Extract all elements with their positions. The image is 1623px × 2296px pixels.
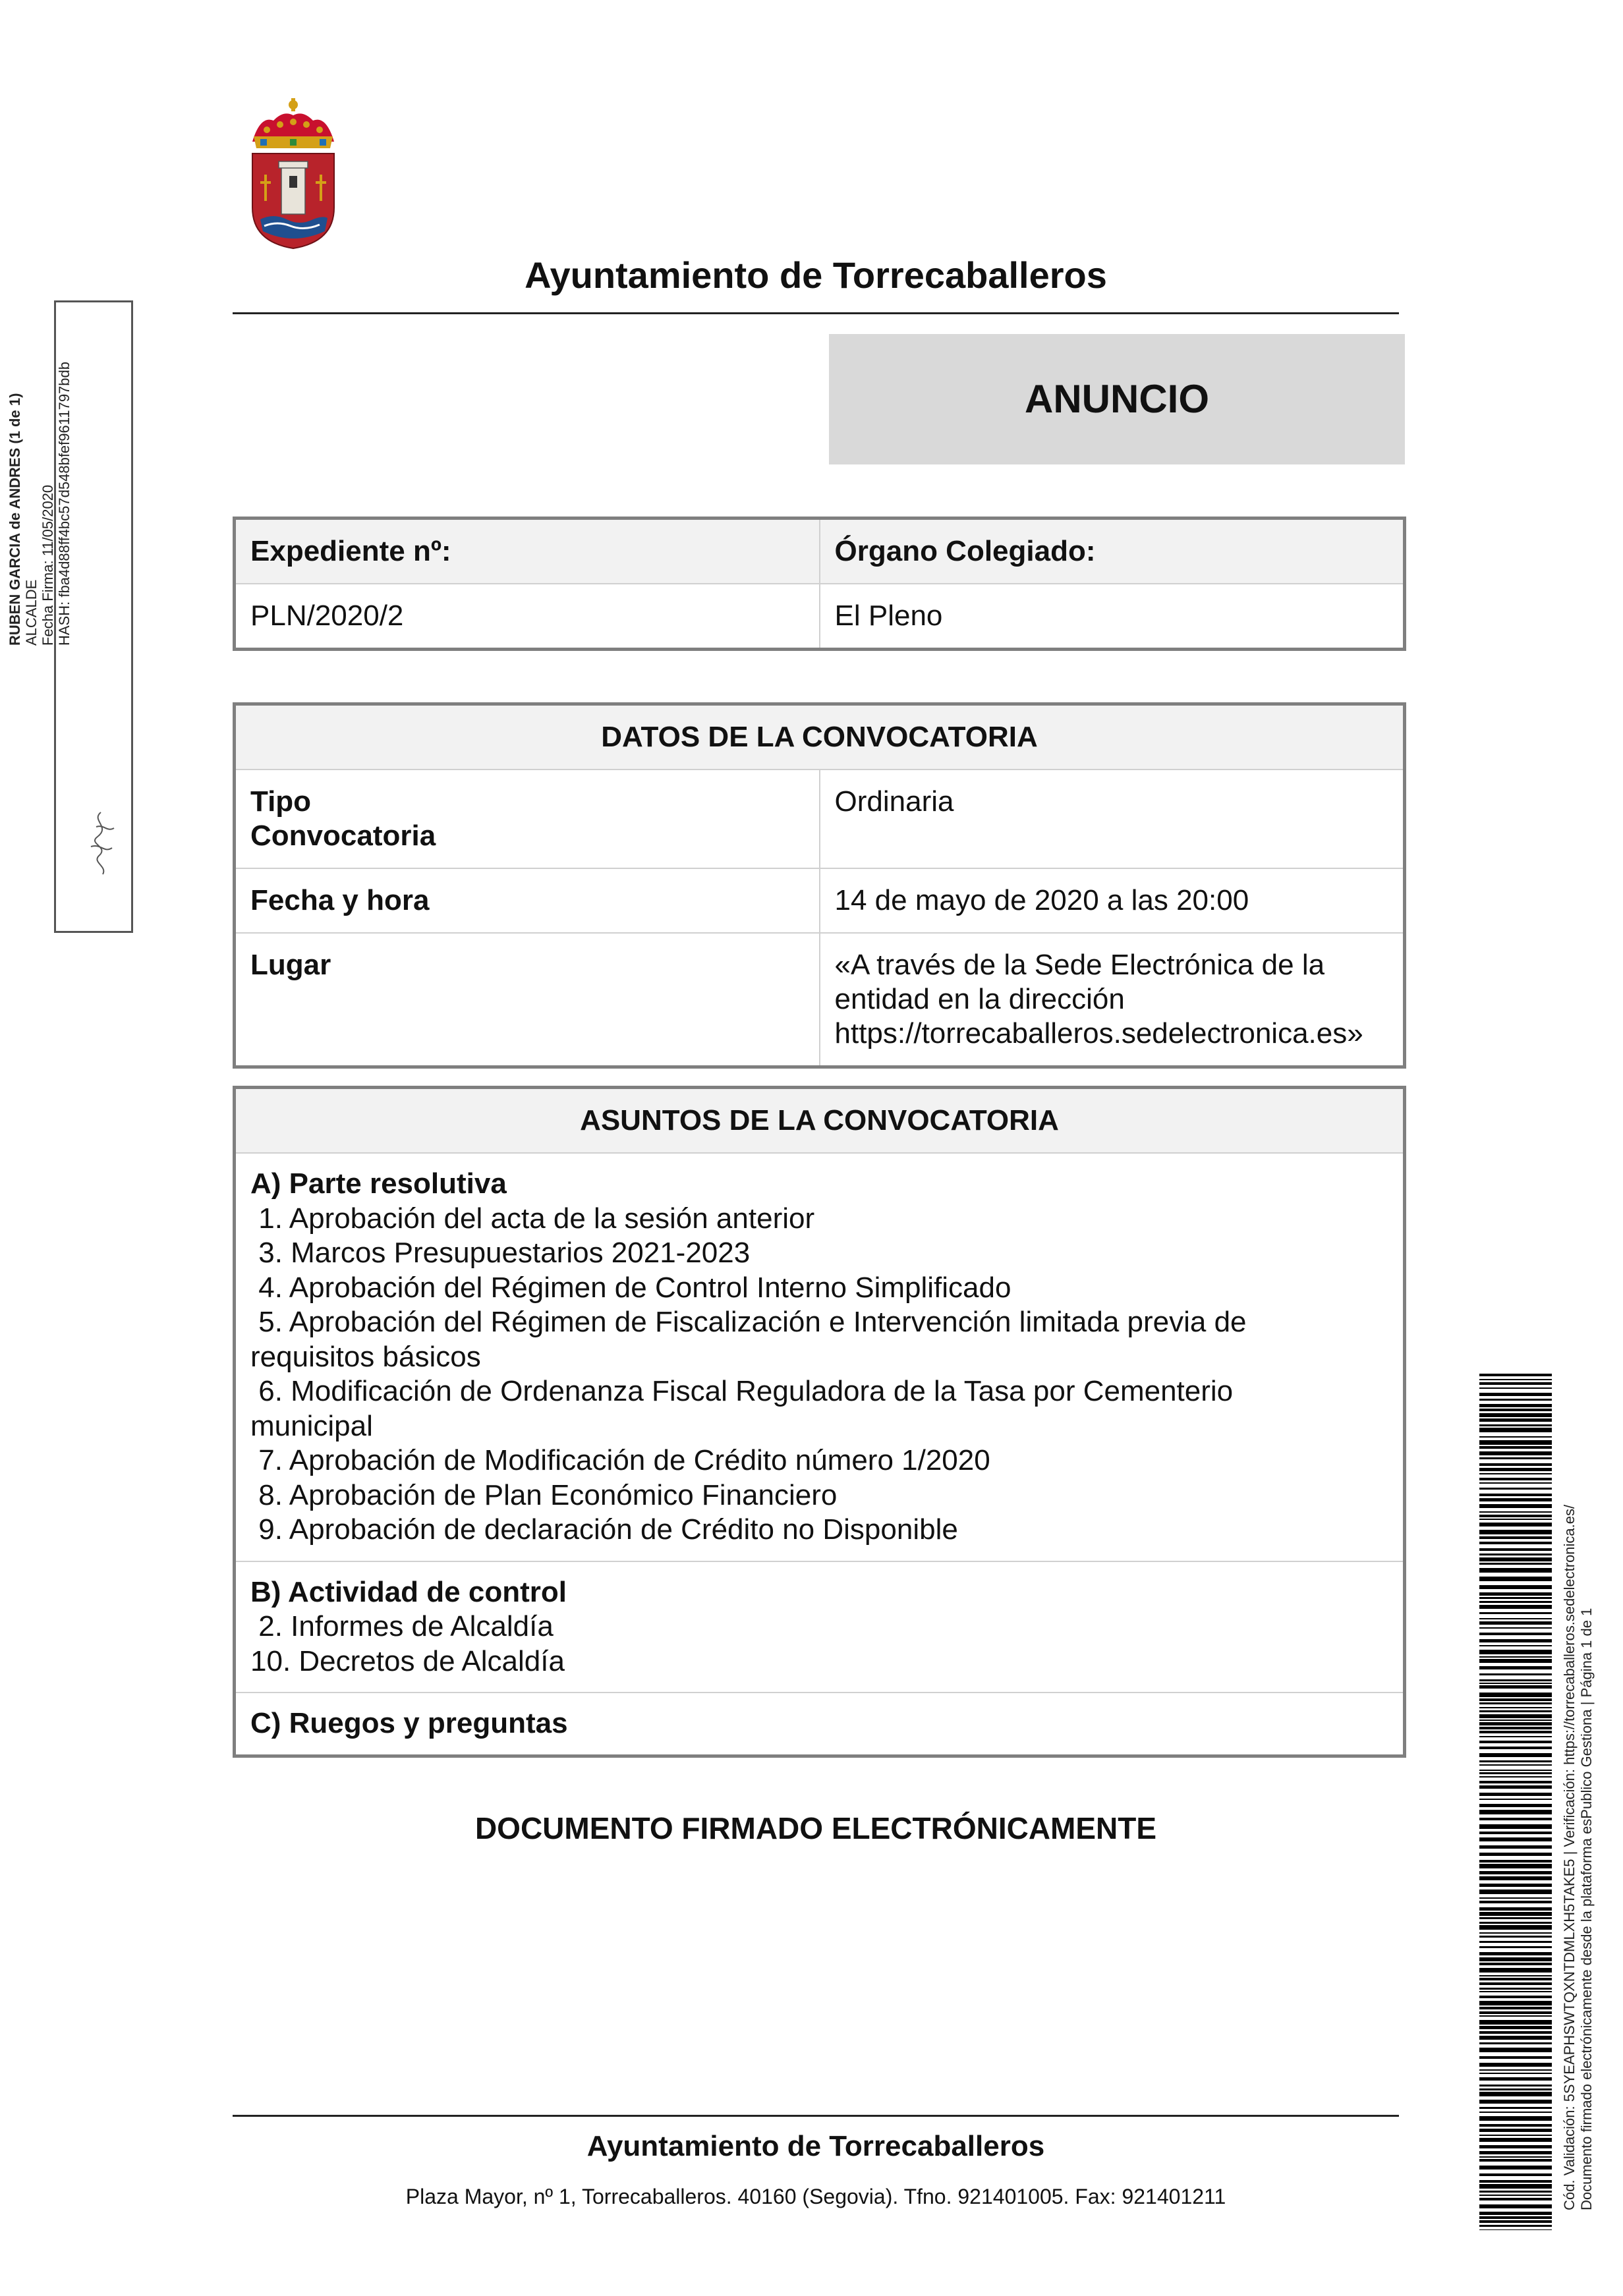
footer-divider (233, 2115, 1399, 2117)
datos-title: DATOS DE LA CONVOCATORIA (235, 704, 1405, 770)
signer-role: ALCALDE (23, 579, 40, 646)
value-line: «A través de la Sede Electrónica de la entidad en la dirección (834, 949, 1325, 1015)
announce-box (829, 334, 1405, 464)
barcode-icon (1479, 1374, 1552, 2230)
municipal-crest-icon (234, 96, 353, 250)
signed-notice: DOCUMENTO FIRMADO ELECTRÓNICAMENTE (474, 1811, 1157, 1845)
list-item: 8. Aprobación de Plan Económico Financiero (250, 1478, 838, 1511)
validation-text (1561, 1393, 1595, 2210)
organo-value: El Pleno (820, 584, 1405, 650)
announce-title: ANUNCIO (1025, 377, 1209, 421)
list-item: 7. Aprobación de Modificación de Crédito número 1/2020 (250, 1444, 990, 1476)
signature-scribble-icon (78, 807, 124, 880)
list-item: 1. Aprobación del acta de la sesión anterior (250, 1202, 815, 1235)
table-header-row (235, 518, 1405, 584)
table-header-row (235, 704, 1405, 770)
label-line: Convocatoria (250, 820, 436, 852)
section-c-title: C) Ruegos y preguntas (250, 1707, 568, 1739)
section-b (235, 1561, 1405, 1693)
expediente-value: PLN/2020/2 (235, 584, 820, 650)
table-row (235, 770, 1405, 868)
section-a (235, 1153, 1405, 1561)
row-value (820, 868, 1405, 933)
validation-platform: Documento firmado electrónicamente desde la plataforma esPublico Gestiona | Página 1 de 1 (1578, 1608, 1595, 2210)
value-line: https://torrecaballeros.sedelectronica.es» (834, 1017, 1363, 1050)
value-line: Ordinaria (834, 785, 954, 818)
row-label (235, 868, 820, 933)
label-line: Lugar (250, 949, 331, 981)
header-divider (233, 312, 1399, 314)
asuntos-convocatoria-table (233, 1086, 1406, 1758)
list-item: 9. Aprobación de declaración de Crédito no Disponible (250, 1513, 958, 1546)
row-label (235, 770, 820, 868)
footer-title: Ayuntamiento de Torrecaballeros (586, 2130, 1045, 2162)
row-value (820, 770, 1405, 868)
signature-date: Fecha Firma: 11/05/2020 (40, 484, 56, 646)
row-value (820, 933, 1405, 1067)
section-c (235, 1693, 1405, 1756)
asuntos-title: ASUNTOS DE LA CONVOCATORIA (235, 1088, 1405, 1154)
table-row (235, 933, 1405, 1067)
section-row-c (235, 1693, 1405, 1756)
signer-name: RUBEN GARCIA de ANDRES (1 de 1) (7, 393, 23, 646)
organo-header: Órgano Colegiado: (820, 518, 1405, 584)
expediente-header: Expediente nº: (235, 518, 820, 584)
signature-hash: HASH: fba4d88ff4bc57d548bfef9611797bdb (56, 362, 72, 646)
header-title: Ayuntamiento de Torrecaballeros (525, 254, 1107, 296)
list-item: 3. Marcos Presupuestarios 2021-2023 (250, 1237, 751, 1269)
footer-address: Plaza Mayor, nº 1, Torrecaballeros. 40160 (Segovia). Tfno. 921401005. Fax: 921401211 (405, 2185, 1226, 2208)
expediente-table (233, 517, 1406, 651)
list-item: 2. Informes de Alcaldía (250, 1610, 554, 1642)
list-item: 6. Modificación de Ordenanza Fiscal Reguladora de la Tasa por Cementerio (250, 1375, 1234, 1407)
section-b-title: B) Actividad de control (250, 1575, 567, 1608)
list-item: 5. Aprobación del Régimen de Fiscalización e Intervención limitada previa de (250, 1306, 1247, 1338)
validation-code: Cód. Validación: 5SYEAPHSWTQXNTDMLXH5TAKE5 | Verificación: https://torrecaballeros.sedelectronica.es/ (1561, 1504, 1578, 2210)
section-row-b (235, 1561, 1405, 1693)
signature-stamp-text (7, 250, 72, 646)
table-row (235, 868, 1405, 933)
label-line: Fecha y hora (250, 884, 430, 916)
list-item: 4. Aprobación del Régimen de Control Interno Simplificado (250, 1271, 1011, 1304)
table-row (235, 584, 1405, 650)
list-item: requisitos básicos (250, 1340, 481, 1373)
datos-convocatoria-table (233, 702, 1406, 1069)
list-item: 10. Decretos de Alcaldía (250, 1644, 565, 1677)
row-label (235, 933, 820, 1067)
section-row-a (235, 1153, 1405, 1561)
section-a-title: A) Parte resolutiva (250, 1167, 507, 1200)
label-line: Tipo (250, 785, 312, 818)
list-item: municipal (250, 1409, 373, 1442)
value-line: 14 de mayo de 2020 a las 20:00 (834, 884, 1249, 916)
table-header-row (235, 1088, 1405, 1154)
